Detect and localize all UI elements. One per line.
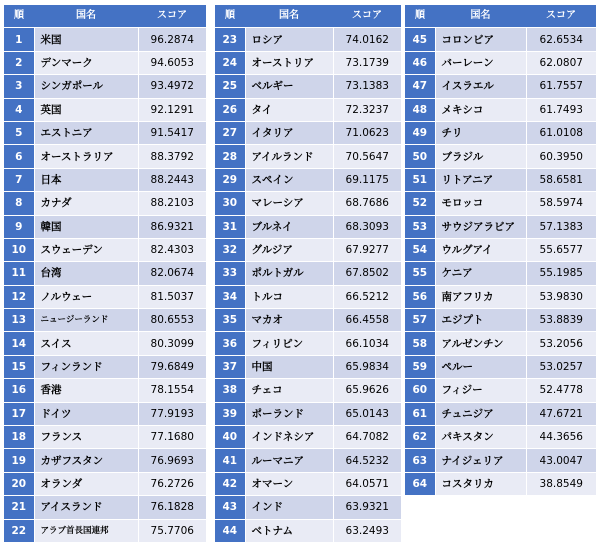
country-name-cell: チリ: [435, 121, 526, 144]
table-row: [405, 285, 596, 308]
table-row: [405, 238, 596, 261]
score-cell: 55.1985: [526, 262, 596, 285]
table-row: [405, 402, 596, 425]
rank-cell: 8: [4, 192, 34, 215]
table-row: [4, 472, 206, 495]
score-cell: 53.2056: [526, 332, 596, 355]
score-cell: 58.6581: [526, 168, 596, 191]
country-name-cell: スウェーデン: [34, 238, 138, 261]
score-cell: 61.7557: [526, 75, 596, 98]
score-cell: 67.9277: [333, 238, 401, 261]
rank-cell: 42: [215, 472, 245, 495]
country-name-cell: アイルランド: [245, 145, 333, 168]
score-cell: 80.3099: [138, 332, 206, 355]
score-cell: 82.0674: [138, 262, 206, 285]
score-cell: 74.0162: [333, 28, 401, 51]
score-cell: 66.1034: [333, 332, 401, 355]
table-row: [4, 285, 206, 308]
table-row: [4, 28, 206, 51]
score-cell: 65.0143: [333, 402, 401, 425]
country-name-cell: イタリア: [245, 121, 333, 144]
rank-cell: 56: [405, 285, 435, 308]
rank-cell: 5: [4, 121, 34, 144]
country-name-cell: フランス: [34, 426, 138, 449]
score-cell: 62.6534: [526, 28, 596, 51]
country-name-cell: フィンランド: [34, 355, 138, 378]
score-cell: 53.0257: [526, 355, 596, 378]
country-name-cell: ポーランド: [245, 402, 333, 425]
country-name-cell: リトアニア: [435, 168, 526, 191]
score-cell: 66.5212: [333, 285, 401, 308]
rank-cell: 21: [4, 496, 34, 519]
table-row: [215, 145, 401, 168]
country-name-cell: エストニア: [34, 121, 138, 144]
country-name-cell: 韓国: [34, 215, 138, 238]
rank-cell: 22: [4, 519, 34, 542]
score-cell: 55.6577: [526, 238, 596, 261]
country-name-cell: サウジアラビア: [435, 215, 526, 238]
country-name-cell: オランダ: [34, 472, 138, 495]
table-row: [215, 98, 401, 121]
score-cell: 77.1680: [138, 426, 206, 449]
header-name: 国名: [435, 5, 526, 28]
score-cell: 61.0108: [526, 121, 596, 144]
score-cell: 72.3237: [333, 98, 401, 121]
table-row: [4, 238, 206, 261]
table-row: [405, 262, 596, 285]
score-cell: 65.9626: [333, 379, 401, 402]
score-cell: 64.5232: [333, 449, 401, 472]
country-name-cell: エジプト: [435, 309, 526, 332]
rank-cell: 36: [215, 332, 245, 355]
country-name-cell: デンマーク: [34, 51, 138, 74]
table-row: [215, 75, 401, 98]
rank-cell: 14: [4, 332, 34, 355]
table-row: [215, 28, 401, 51]
country-name-cell: コロンビア: [435, 28, 526, 51]
table-row: [405, 355, 596, 378]
rank-cell: 1: [4, 28, 34, 51]
score-cell: 77.9193: [138, 402, 206, 425]
rank-cell: 40: [215, 426, 245, 449]
rank-cell: 52: [405, 192, 435, 215]
rank-cell: 63: [405, 449, 435, 472]
country-name-cell: メキシコ: [435, 98, 526, 121]
rank-cell: 9: [4, 215, 34, 238]
rank-cell: 13: [4, 309, 34, 332]
rank-cell: 47: [405, 75, 435, 98]
score-cell: 53.8839: [526, 309, 596, 332]
country-name-cell: トルコ: [245, 285, 333, 308]
table-row: [4, 75, 206, 98]
score-cell: 75.7706: [138, 519, 206, 542]
rank-cell: 19: [4, 449, 34, 472]
rank-cell: 6: [4, 145, 34, 168]
table-row: [215, 402, 401, 425]
country-name-cell: スペイン: [245, 168, 333, 191]
score-cell: 60.3950: [526, 145, 596, 168]
rank-cell: 57: [405, 309, 435, 332]
score-cell: 91.5417: [138, 121, 206, 144]
score-cell: 68.3093: [333, 215, 401, 238]
table-row: [215, 121, 401, 144]
country-name-cell: カザフスタン: [34, 449, 138, 472]
table-row: [4, 449, 206, 472]
country-name-cell: ポルトガル: [245, 262, 333, 285]
score-cell: 71.0623: [333, 121, 401, 144]
rank-cell: 37: [215, 355, 245, 378]
country-name-cell: ペルー: [435, 355, 526, 378]
table-header: [405, 5, 596, 28]
rank-cell: 30: [215, 192, 245, 215]
country-name-cell: マカオ: [245, 309, 333, 332]
country-name-cell: ドイツ: [34, 402, 138, 425]
country-name-cell: バーレーン: [435, 51, 526, 74]
table-row: [405, 98, 596, 121]
rank-cell: 49: [405, 121, 435, 144]
table-row: [405, 379, 596, 402]
country-name-cell: ルーマニア: [245, 449, 333, 472]
rank-cell: 51: [405, 168, 435, 191]
table-row: [4, 379, 206, 402]
country-name-cell: アイスランド: [34, 496, 138, 519]
rank-cell: 2: [4, 51, 34, 74]
table-row: [4, 426, 206, 449]
score-cell: 69.1175: [333, 168, 401, 191]
country-name-cell: ブルネイ: [245, 215, 333, 238]
rank-cell: 48: [405, 98, 435, 121]
rank-cell: 31: [215, 215, 245, 238]
table-row: [4, 192, 206, 215]
rank-cell: 28: [215, 145, 245, 168]
rank-cell: 35: [215, 309, 245, 332]
rank-cell: 4: [4, 98, 34, 121]
score-cell: 96.2874: [138, 28, 206, 51]
table-row: [215, 449, 401, 472]
country-name-cell: マレーシア: [245, 192, 333, 215]
score-cell: 92.1291: [138, 98, 206, 121]
table-row: [4, 332, 206, 355]
table-row: [215, 355, 401, 378]
table-row: [4, 262, 206, 285]
table-row: [215, 309, 401, 332]
rank-cell: 11: [4, 262, 34, 285]
rank-cell: 15: [4, 355, 34, 378]
score-cell: 47.6721: [526, 402, 596, 425]
score-cell: 94.6053: [138, 51, 206, 74]
country-name-cell: 南アフリカ: [435, 285, 526, 308]
table-row: [405, 215, 596, 238]
table-row: [215, 168, 401, 191]
header-score: スコア: [526, 5, 596, 28]
score-cell: 88.3792: [138, 145, 206, 168]
rank-cell: 29: [215, 168, 245, 191]
rank-cell: 54: [405, 238, 435, 261]
rank-cell: 44: [215, 519, 245, 542]
score-cell: 63.9321: [333, 496, 401, 519]
score-cell: 68.7686: [333, 192, 401, 215]
country-name-cell: インドネシア: [245, 426, 333, 449]
country-name-cell: コスタリカ: [435, 472, 526, 495]
score-cell: 43.0047: [526, 449, 596, 472]
score-cell: 53.9830: [526, 285, 596, 308]
score-cell: 61.7493: [526, 98, 596, 121]
table-row: [215, 285, 401, 308]
score-cell: 76.2726: [138, 472, 206, 495]
rank-cell: 53: [405, 215, 435, 238]
table-row: [405, 51, 596, 74]
table-row: [405, 28, 596, 51]
rank-cell: 41: [215, 449, 245, 472]
header-rank: 順: [215, 5, 245, 28]
score-cell: 80.6553: [138, 309, 206, 332]
table-row: [405, 75, 596, 98]
header-name: 国名: [34, 5, 138, 28]
country-name-cell: アルゼンチン: [435, 332, 526, 355]
table-header: [4, 5, 206, 28]
score-cell: 73.1739: [333, 51, 401, 74]
table-row: [4, 309, 206, 332]
ranking-table-3: [405, 5, 596, 496]
country-name-cell: アラブ首長国連邦: [34, 519, 138, 542]
rank-cell: 25: [215, 75, 245, 98]
score-cell: 52.4778: [526, 379, 596, 402]
country-name-cell: ロシア: [245, 28, 333, 51]
score-cell: 64.0571: [333, 472, 401, 495]
header-name: 国名: [245, 5, 333, 28]
score-cell: 73.1383: [333, 75, 401, 98]
country-name-cell: オマーン: [245, 472, 333, 495]
rank-cell: 46: [405, 51, 435, 74]
score-cell: 79.6849: [138, 355, 206, 378]
country-name-cell: ケニア: [435, 262, 526, 285]
country-name-cell: ウルグアイ: [435, 238, 526, 261]
rank-cell: 58: [405, 332, 435, 355]
rank-cell: 43: [215, 496, 245, 519]
country-name-cell: フィリピン: [245, 332, 333, 355]
rank-cell: 16: [4, 379, 34, 402]
rank-cell: 26: [215, 98, 245, 121]
table-row: [4, 145, 206, 168]
country-name-cell: ベトナム: [245, 519, 333, 542]
table-row: [405, 192, 596, 215]
table-row: [215, 426, 401, 449]
rank-cell: 62: [405, 426, 435, 449]
country-name-cell: モロッコ: [435, 192, 526, 215]
rank-cell: 55: [405, 262, 435, 285]
score-cell: 88.2103: [138, 192, 206, 215]
score-cell: 65.9834: [333, 355, 401, 378]
country-name-cell: ナイジェリア: [435, 449, 526, 472]
table-row: [4, 355, 206, 378]
table-row: [405, 332, 596, 355]
country-name-cell: チェコ: [245, 379, 333, 402]
score-cell: 67.8502: [333, 262, 401, 285]
table-row: [215, 238, 401, 261]
table-row: [4, 168, 206, 191]
rank-cell: 64: [405, 472, 435, 495]
table-row: [4, 215, 206, 238]
country-name-cell: イスラエル: [435, 75, 526, 98]
rank-cell: 24: [215, 51, 245, 74]
table-row: [215, 379, 401, 402]
country-name-cell: カナダ: [34, 192, 138, 215]
score-cell: 44.3656: [526, 426, 596, 449]
ranking-table-1: [4, 5, 206, 543]
table-row: [4, 121, 206, 144]
rank-cell: 20: [4, 472, 34, 495]
rank-cell: 17: [4, 402, 34, 425]
score-cell: 78.1554: [138, 379, 206, 402]
score-cell: 70.5647: [333, 145, 401, 168]
country-name-cell: グルジア: [245, 238, 333, 261]
table-row: [405, 168, 596, 191]
rank-cell: 7: [4, 168, 34, 191]
country-name-cell: スイス: [34, 332, 138, 355]
table-row: [215, 51, 401, 74]
country-name-cell: 日本: [34, 168, 138, 191]
country-name-cell: ブラジル: [435, 145, 526, 168]
rank-cell: 3: [4, 75, 34, 98]
country-name-cell: パキスタン: [435, 426, 526, 449]
table-row: [405, 145, 596, 168]
rank-cell: 34: [215, 285, 245, 308]
table-row: [4, 98, 206, 121]
table-row: [405, 472, 596, 495]
table-row: [405, 449, 596, 472]
score-cell: 93.4972: [138, 75, 206, 98]
country-name-cell: 米国: [34, 28, 138, 51]
score-cell: 38.8549: [526, 472, 596, 495]
table-row: [4, 496, 206, 519]
rank-cell: 61: [405, 402, 435, 425]
table-row: [215, 332, 401, 355]
table-row: [4, 402, 206, 425]
country-name-cell: 英国: [34, 98, 138, 121]
score-cell: 86.9321: [138, 215, 206, 238]
country-name-cell: オーストリア: [245, 51, 333, 74]
score-cell: 76.9693: [138, 449, 206, 472]
country-name-cell: オーストラリア: [34, 145, 138, 168]
rank-cell: 60: [405, 379, 435, 402]
table-header: [215, 5, 401, 28]
rank-cell: 10: [4, 238, 34, 261]
table-row: [215, 262, 401, 285]
country-name-cell: ノルウェー: [34, 285, 138, 308]
rank-cell: 38: [215, 379, 245, 402]
country-name-cell: ニュージーランド: [34, 309, 138, 332]
table-row: [405, 426, 596, 449]
rank-cell: 18: [4, 426, 34, 449]
rank-cell: 59: [405, 355, 435, 378]
rank-cell: 12: [4, 285, 34, 308]
country-name-cell: チュニジア: [435, 402, 526, 425]
score-cell: 88.2443: [138, 168, 206, 191]
country-name-cell: 中国: [245, 355, 333, 378]
country-name-cell: ベルギー: [245, 75, 333, 98]
score-cell: 82.4303: [138, 238, 206, 261]
country-name-cell: 台湾: [34, 262, 138, 285]
score-cell: 76.1828: [138, 496, 206, 519]
rank-cell: 50: [405, 145, 435, 168]
header-score: スコア: [333, 5, 401, 28]
country-name-cell: シンガポール: [34, 75, 138, 98]
ranking-table-2: [215, 5, 401, 543]
rank-cell: 33: [215, 262, 245, 285]
score-cell: 63.2493: [333, 519, 401, 542]
score-cell: 66.4558: [333, 309, 401, 332]
country-name-cell: 香港: [34, 379, 138, 402]
table-row: [215, 192, 401, 215]
table-row: [4, 51, 206, 74]
table-row: [215, 472, 401, 495]
rank-cell: 39: [215, 402, 245, 425]
header-rank: 順: [4, 5, 34, 28]
rank-cell: 23: [215, 28, 245, 51]
rank-cell: 45: [405, 28, 435, 51]
table-row: [215, 496, 401, 519]
table-row: [215, 215, 401, 238]
country-name-cell: フィジー: [435, 379, 526, 402]
score-cell: 57.1383: [526, 215, 596, 238]
score-cell: 64.7082: [333, 426, 401, 449]
rank-cell: 27: [215, 121, 245, 144]
score-cell: 81.5037: [138, 285, 206, 308]
table-row: [405, 121, 596, 144]
table-row: [405, 309, 596, 332]
score-cell: 62.0807: [526, 51, 596, 74]
score-cell: 58.5974: [526, 192, 596, 215]
rank-cell: 32: [215, 238, 245, 261]
country-name-cell: インド: [245, 496, 333, 519]
country-name-cell: タイ: [245, 98, 333, 121]
header-score: スコア: [138, 5, 206, 28]
header-rank: 順: [405, 5, 435, 28]
